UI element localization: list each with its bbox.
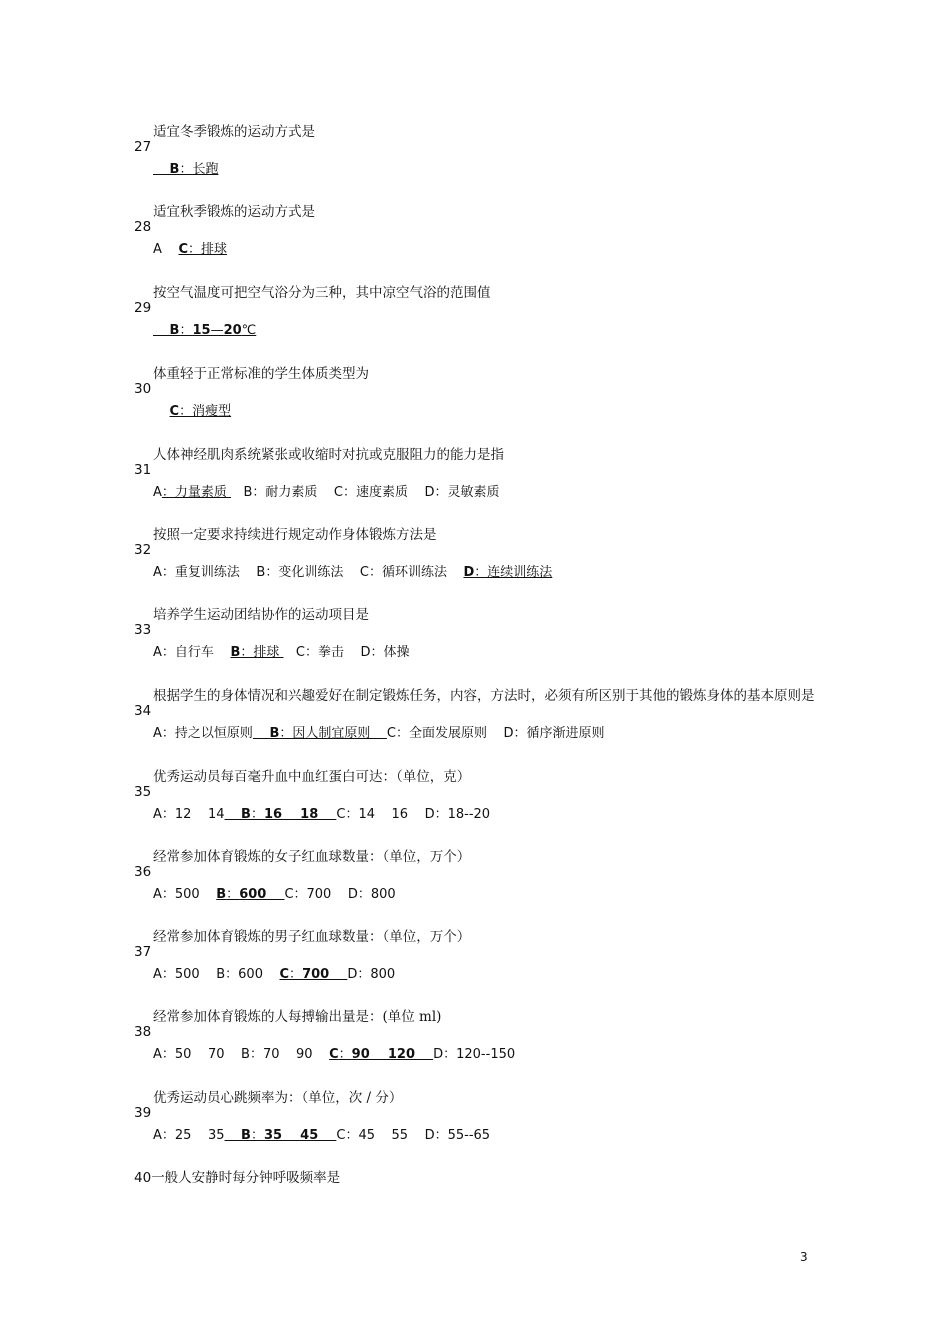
option-segment	[153, 404, 170, 419]
question-number: 38	[134, 1024, 152, 1040]
option-segment: C：45 55 D：55--65	[336, 1128, 491, 1143]
question-number: 33	[134, 622, 152, 638]
question-text: 适宜冬季锻炼的运动方式是	[153, 124, 315, 140]
option-segment: A	[153, 242, 179, 257]
option-segment: A：500	[153, 887, 217, 902]
correct-answer-segment: ：连续训练法	[474, 565, 553, 580]
correct-answer-segment: ：	[289, 967, 303, 982]
question-number: 32	[134, 542, 152, 558]
correct-answer-segment: ：因人制宜原则	[279, 726, 387, 741]
correct-answer-segment: B	[230, 645, 241, 660]
option-segment: A：重复训练法 B：变化训练法 C：循环训练法	[153, 565, 464, 580]
correct-answer-segment: ℃	[241, 323, 257, 338]
correct-answer-segment: 600	[239, 887, 285, 902]
question-number: 27	[134, 139, 152, 155]
correct-answer-segment: B	[241, 1128, 251, 1143]
question-text: 培养学生运动团结协作的运动项目是	[153, 607, 369, 623]
answer-options	[153, 319, 256, 338]
answer-options	[153, 158, 218, 177]
question-text: 优秀运动员每百毫升血中血红蛋白可达：（单位，克）	[153, 769, 471, 785]
correct-answer-segment: 16 18	[263, 807, 337, 822]
option-segment: A：自行车	[153, 645, 231, 660]
page-number: 3	[800, 1250, 808, 1264]
correct-answer-segment: C	[279, 967, 290, 982]
question-text: 按空气温度可把空气浴分为三种，其中凉空气浴的范围值	[153, 285, 491, 301]
answer-options	[153, 481, 500, 500]
correct-answer-segment: 700	[302, 967, 348, 982]
option-segment: D：120--150	[433, 1047, 516, 1062]
question-number: 36	[134, 864, 152, 880]
answer-options	[153, 1043, 515, 1062]
correct-answer-segment	[153, 162, 170, 177]
answer-options	[153, 561, 552, 580]
correct-answer-segment: ：	[338, 1047, 352, 1062]
option-segment: A：500 B：600	[153, 967, 280, 982]
option-segment: C：拳击 D：体操	[283, 645, 410, 660]
correct-answer-segment	[225, 807, 242, 822]
question-number: 28	[134, 219, 152, 235]
question-text: 经常参加体育锻炼的男子红血球数量：（单位，万个）	[153, 929, 471, 945]
correct-answer-segment	[225, 1128, 242, 1143]
correct-answer-segment: C	[169, 404, 180, 419]
correct-answer-segment: ：	[250, 807, 264, 822]
question-number: 39	[134, 1105, 152, 1121]
question-number: 30	[134, 381, 152, 397]
correct-answer-segment: 35 45	[263, 1128, 337, 1143]
correct-answer-segment: D	[463, 565, 475, 580]
question-text: 经常参加体育锻炼的人每搏输出量是：(单位 ml)	[153, 1009, 442, 1025]
question-number: 29	[134, 300, 152, 316]
answer-options	[153, 400, 231, 419]
correct-answer-segment: ：排球	[187, 242, 227, 257]
correct-answer-segment	[253, 726, 270, 741]
correct-answer-segment: 90 120	[351, 1047, 434, 1062]
option-segment: C：700 D：800	[284, 887, 396, 902]
question-number: 37	[134, 944, 152, 960]
option-segment: A：50 70 B：70 90	[153, 1047, 330, 1062]
correct-answer-segment	[153, 323, 170, 338]
correct-answer-segment: 15	[192, 323, 211, 338]
option-segment: D：800	[347, 967, 396, 982]
correct-answer-segment: ：	[179, 323, 193, 338]
correct-answer-segment: ：力量素质	[161, 485, 232, 500]
correct-answer-segment: C	[329, 1047, 339, 1062]
correct-answer-segment: ：	[226, 887, 240, 902]
option-segment: C：14 16 D：18--20	[336, 807, 491, 822]
option-segment: A：持之以恒原则	[153, 726, 253, 741]
question-number: 34	[134, 703, 152, 719]
answer-options	[153, 641, 410, 660]
correct-answer-segment: ：消瘦型	[179, 404, 232, 419]
correct-answer-segment: 20	[223, 323, 242, 338]
correct-answer-segment: B	[269, 726, 280, 741]
answer-options	[153, 803, 490, 822]
question-text: 根据学生的身体情况和兴趣爱好在制定锻炼任务，内容，方法时，必须有所区别于其他的锻炼身体的基本原则是	[153, 688, 815, 704]
option-segment: A：25 35	[153, 1128, 225, 1143]
answer-options	[153, 883, 396, 902]
answer-options	[153, 1124, 490, 1143]
question-text: 适宜秋季锻炼的运动方式是	[153, 204, 315, 220]
correct-answer-segment: B	[169, 323, 180, 338]
question-number: 40	[134, 1170, 152, 1186]
answer-options	[153, 238, 227, 257]
question-text: 体重轻于正常标准的学生体质类型为	[153, 366, 369, 382]
question-text: 优秀运动员心跳频率为：（单位，次 / 分）	[153, 1090, 403, 1106]
correct-answer-segment: B	[216, 887, 227, 902]
question-text: 人体神经肌肉系统紧张或收缩时对抗或克服阻力的能力是指	[153, 447, 504, 463]
correct-answer-segment: ：排球	[240, 645, 284, 660]
option-segment: A：12 14	[153, 807, 225, 822]
option-segment: B：耐力素质 C：速度素质 D：灵敏素质	[231, 485, 500, 500]
correct-answer-segment: C	[178, 242, 188, 257]
question-number: 35	[134, 784, 152, 800]
option-segment: C：全面发展原则 D：循序渐进原则	[386, 726, 605, 741]
option-segment: A	[153, 485, 162, 500]
answer-options	[153, 722, 605, 741]
question-text: 一般人安静时每分钟呼吸频率是	[151, 1170, 341, 1186]
question-text: 按照一定要求持续进行规定动作身体锻炼方法是	[153, 527, 437, 543]
answer-options	[153, 963, 395, 982]
correct-answer-segment: —	[210, 323, 224, 338]
question-number: 31	[134, 462, 152, 478]
question-40	[134, 1166, 340, 1186]
correct-answer-segment: ：长跑	[179, 162, 219, 177]
question-text: 经常参加体育锻炼的女子红血球数量：（单位，万个）	[153, 849, 471, 865]
correct-answer-segment: B	[241, 807, 251, 822]
correct-answer-segment: B	[169, 162, 180, 177]
correct-answer-segment: ：	[250, 1128, 264, 1143]
